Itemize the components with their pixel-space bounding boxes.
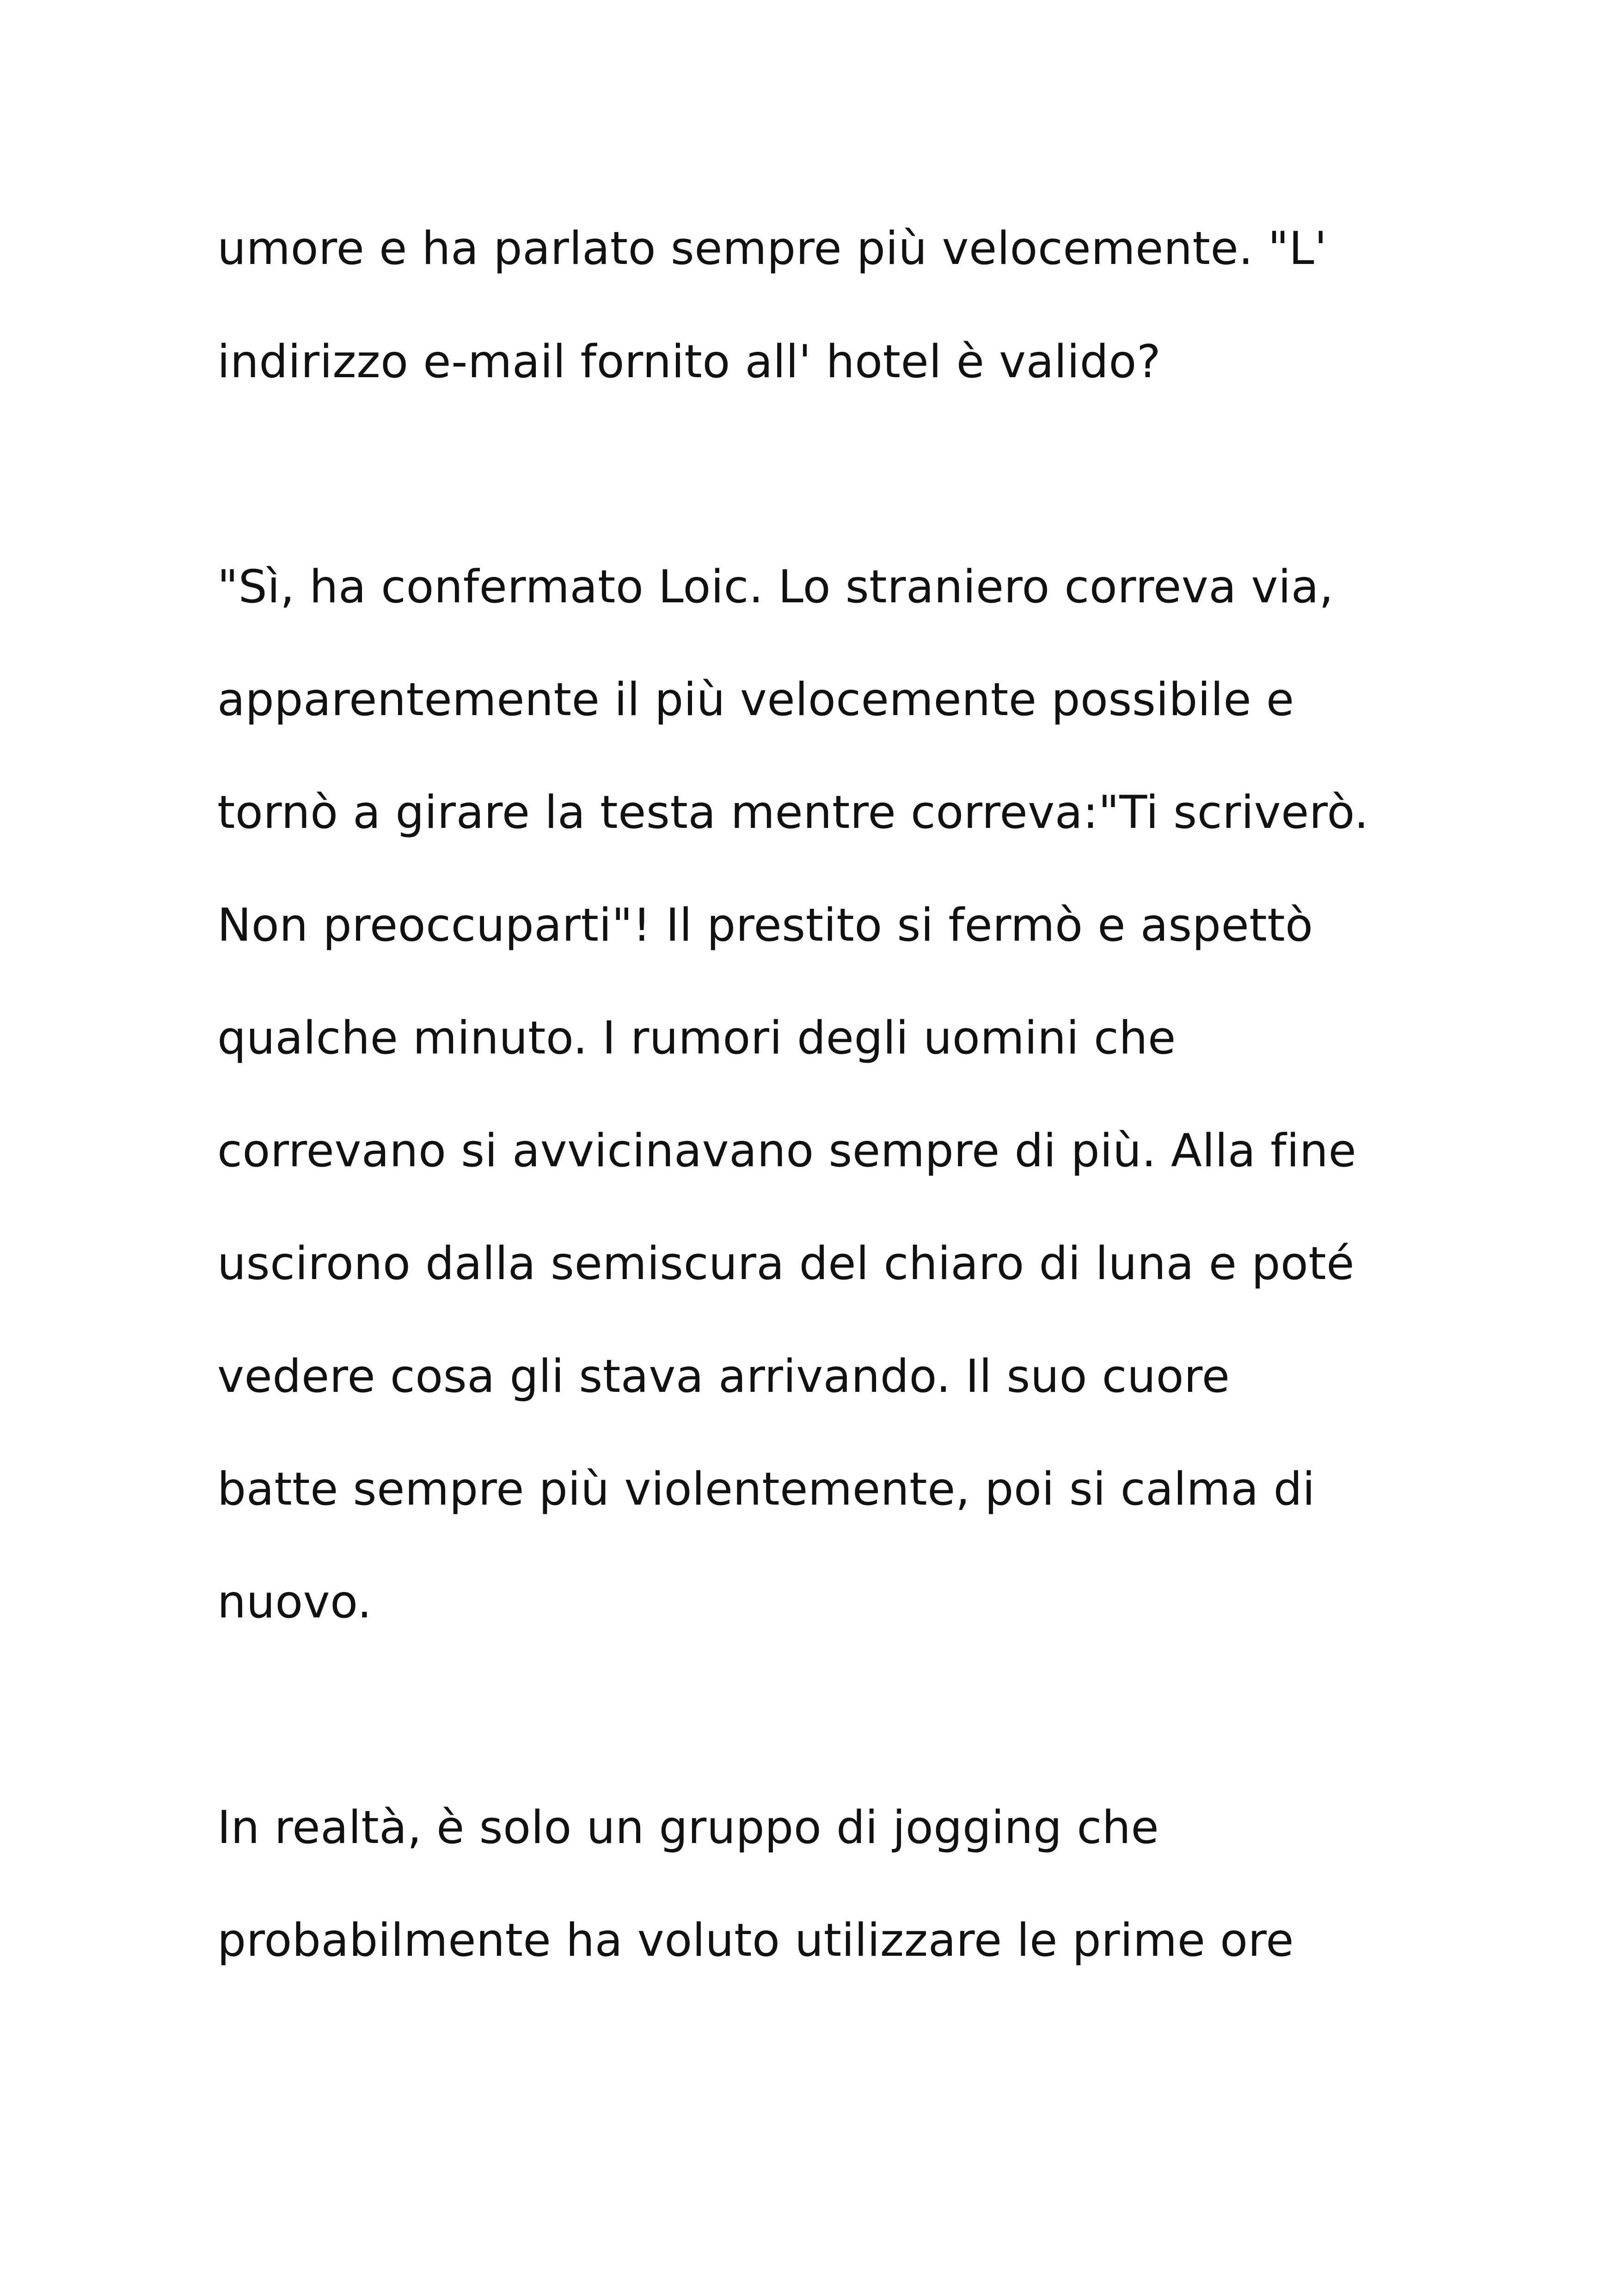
text-line: probabilmente ha voluto utilizzare le prime ore (217, 1914, 1294, 1967)
text-line: indirizzo e-mail fornito all' hotel è valido? (217, 336, 1161, 388)
text-line: In realtà, è solo un gruppo di jogging che (217, 1801, 1159, 1854)
text-line: uscirono dalla semiscura del chiaro di luna e poté (217, 1237, 1355, 1290)
text-line: "Sì, ha confermato Loic. Lo straniero correva via, (217, 561, 1334, 613)
text-line: Non preoccuparti"! Il prestito si fermò e aspettò (217, 899, 1313, 952)
text-line: nuovo. (217, 1576, 372, 1629)
text-line: apparentemente il più velocemente possibile e (217, 673, 1294, 726)
text-line: umore e ha parlato sempre più velocemente. "L' (217, 222, 1327, 275)
text-line: qualche minuto. I rumori degli uomini che (217, 1012, 1176, 1065)
text-line: correvano si avvicinavano sempre di più. Alla fine (217, 1125, 1357, 1177)
text-line: tornò a girare la testa mentre correva:"Ti scriverò. (217, 786, 1369, 839)
text-line: batte sempre più violentemente, poi si calma di (217, 1463, 1316, 1516)
text-line: vedere cosa gli stava arrivando. Il suo cuore (217, 1350, 1230, 1403)
